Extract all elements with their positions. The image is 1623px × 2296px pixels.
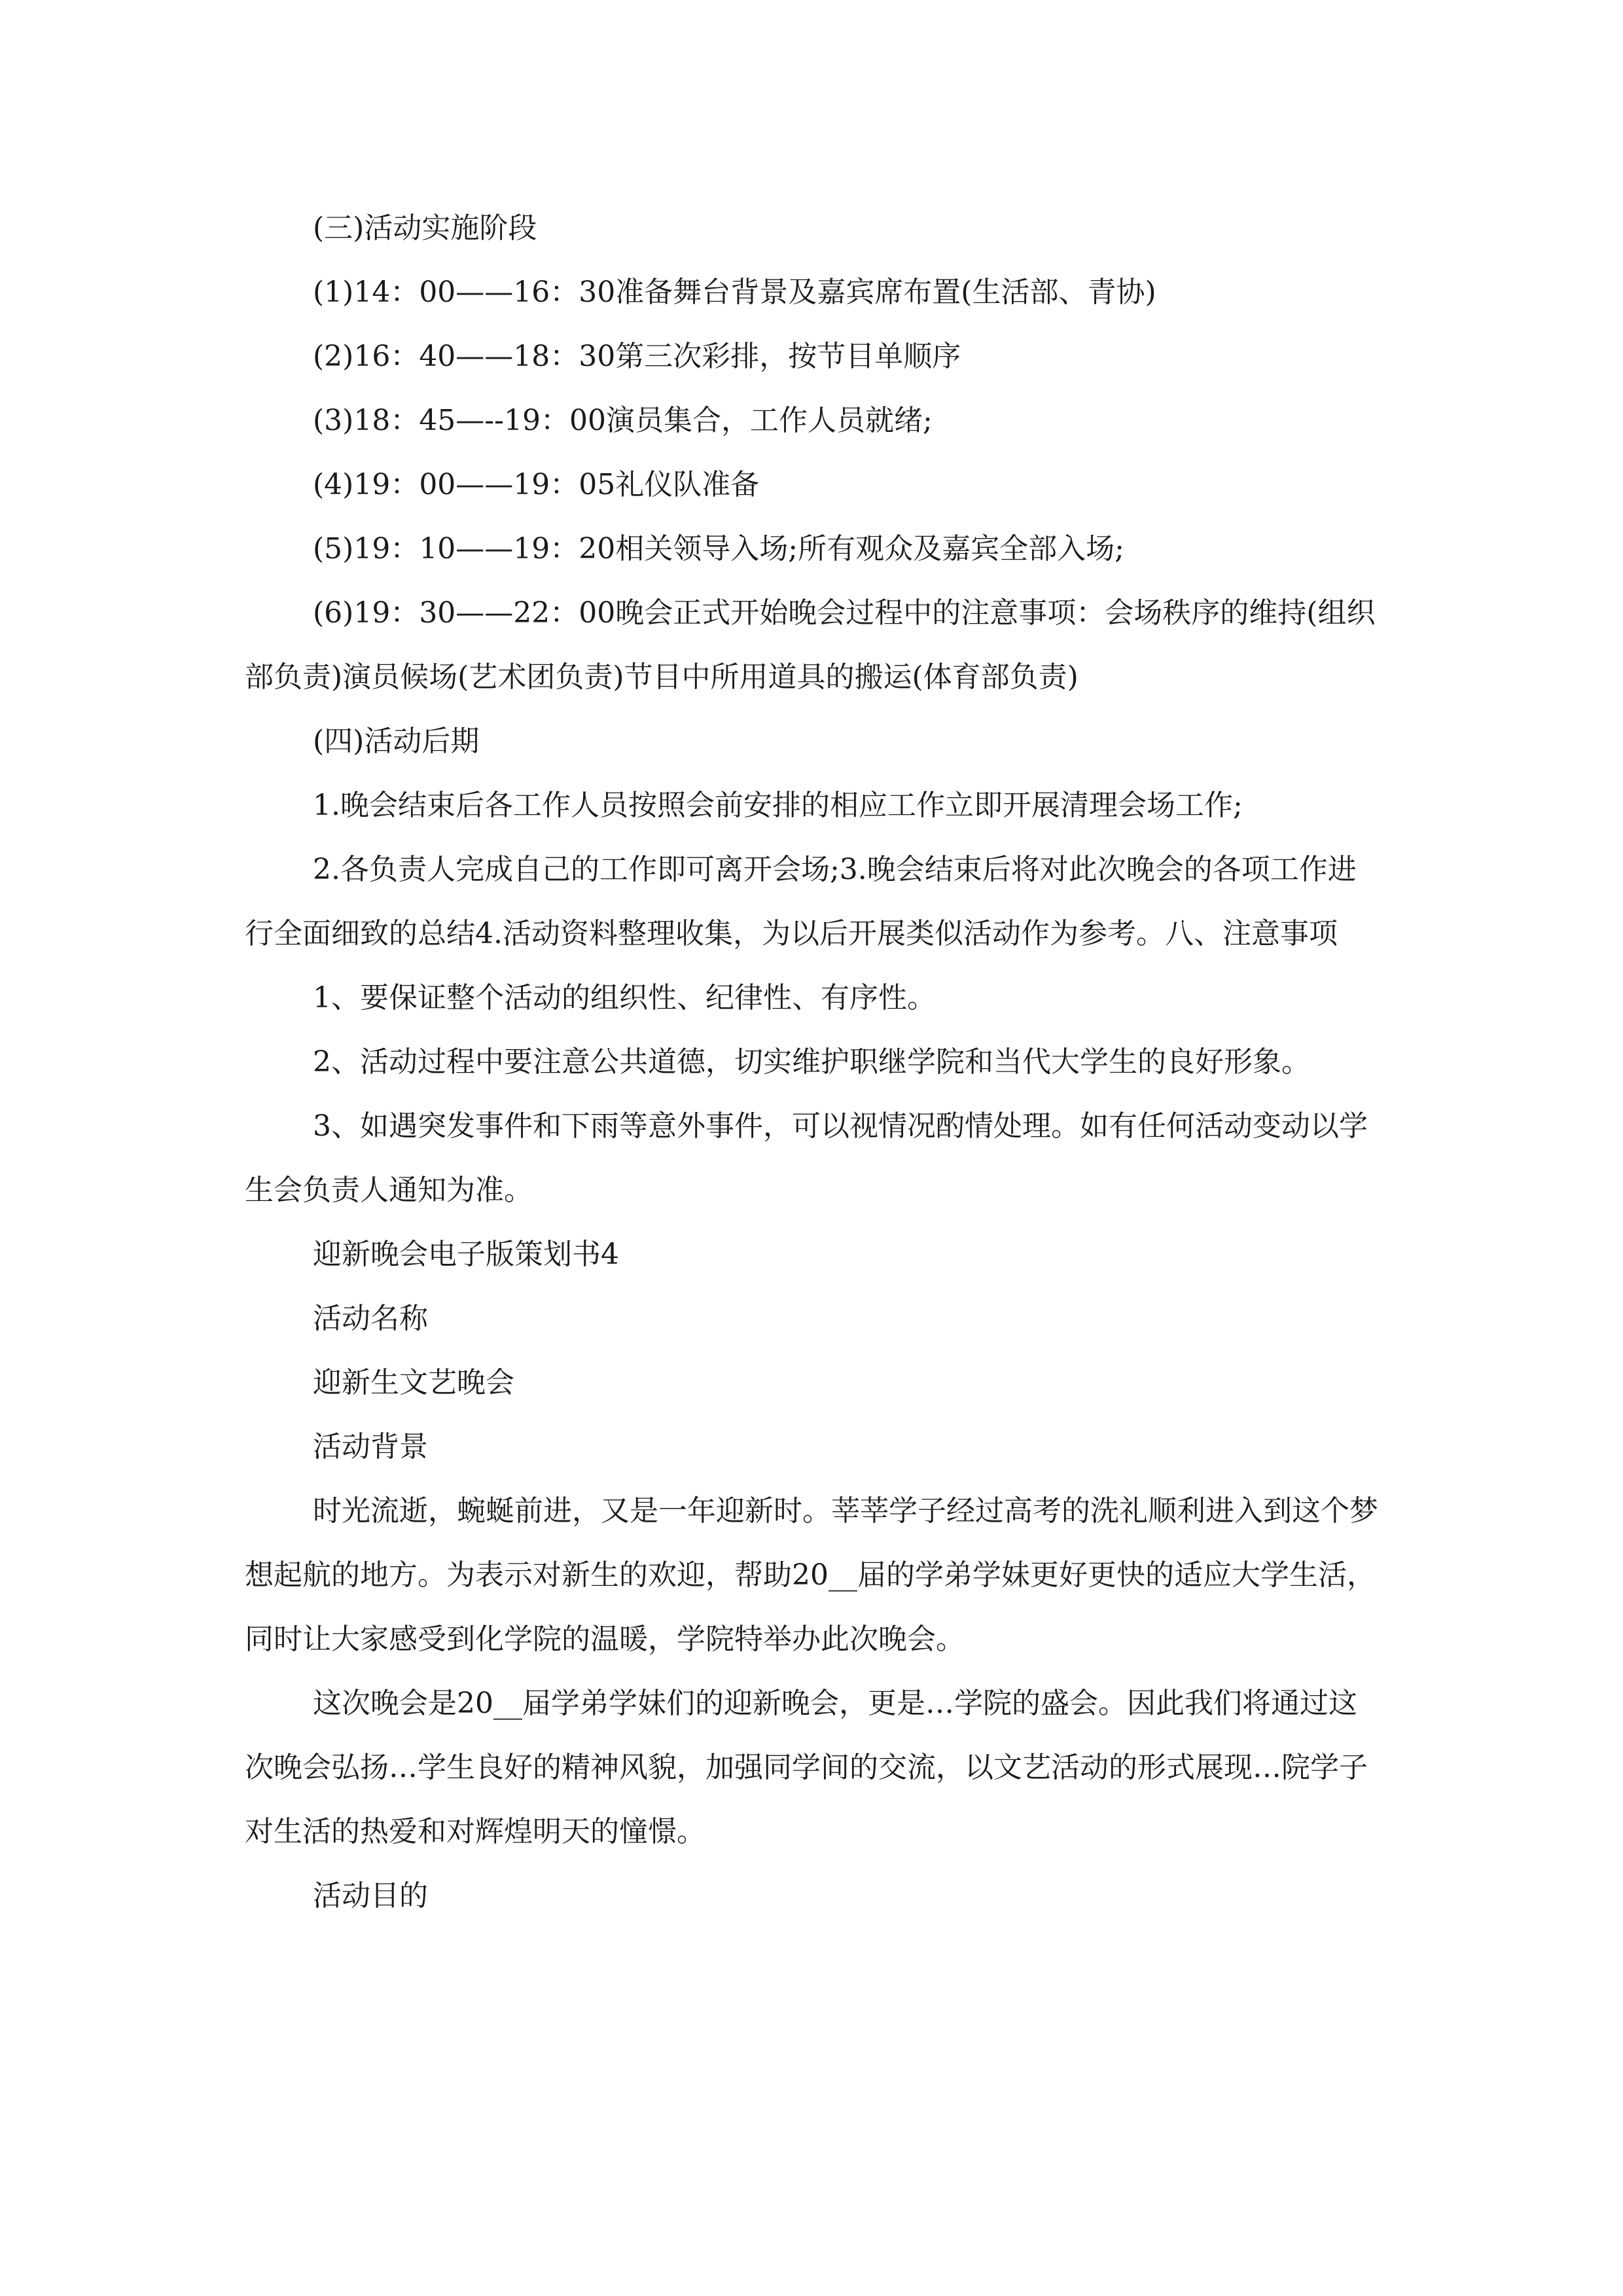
- heading-activity-background: 活动背景: [313, 1430, 428, 1463]
- section-heading-post-event: (四)活动后期: [313, 725, 480, 758]
- plan-title: 迎新晚会电子版策划书4: [313, 1238, 619, 1271]
- notice-item-2: 2、活动过程中要注意公共道德，切实维护职继学院和当代大学生的良好形象。: [313, 1045, 1310, 1079]
- heading-activity-name: 活动名称: [313, 1302, 428, 1335]
- background-paragraph-1: 时光流逝，蜿蜒前进，又是一年迎新时。莘莘学子经过高考的洗礼顺利进入到这个梦想起航的地方。为表示对新生的欢迎，帮助20__届的学弟学妹更好更快的适应大学生活，同时让大家感受到化学院的温暖，学院特举办此次晚会。: [245, 1494, 1378, 1656]
- heading-activity-purpose: 活动目的: [313, 1879, 428, 1912]
- section-heading-implementation: (三)活动实施阶段: [313, 211, 537, 245]
- schedule-item-1: (1)14：00——16：30准备舞台背景及嘉宾席布置(生活部、青协): [313, 276, 1156, 309]
- background-paragraph-2: 这次晚会是20__届学弟学妹们的迎新晚会，更是…学院的盛会。因此我们将通过这次晚会弘扬…学生良好的精神风貌，加强同学间的交流，以文艺活动的形式展现…院学子对生活的热爱和对辉煌明天的憧憬。: [245, 1687, 1368, 1848]
- schedule-item-5: (5)19：10——19：20相关领导入场;所有观众及嘉宾全部入场;: [313, 532, 1124, 565]
- notice-item-1: 1、要保证整个活动的组织性、纪律性、有序性。: [313, 981, 936, 1014]
- schedule-item-4: (4)19：00——19：05礼仪队准备: [313, 468, 760, 501]
- post-event-item-1: 1.晚会结束后各工作人员按照会前安排的相应工作立即开展清理会场工作;: [313, 789, 1243, 822]
- document-body: [245, 196, 1381, 1928]
- schedule-item-3: (3)18：45—--19：00演员集合，工作人员就绪;: [313, 404, 933, 437]
- post-event-item-2: 2.各负责人完成自己的工作即可离开会场;3.晚会结束后将对此次晚会的各项工作进行全面细致的总结4.活动资料整理收集，为以后开展类似活动作为参考。八、注意事项: [245, 853, 1357, 950]
- schedule-item-2: (2)16：40——18：30第三次彩排，按节目单顺序: [313, 340, 961, 373]
- notice-item-3: 3、如遇突发事件和下雨等意外事件，可以视情况酌情处理。如有任何活动变动以学生会负责人通知为准。: [245, 1109, 1368, 1207]
- schedule-item-6: (6)19：30——22：00晚会正式开始晚会过程中的注意事项：会场秩序的维持(组织部负责)演员候场(艺术团负责)节目中所用道具的搬运(体育部负责): [245, 596, 1376, 694]
- activity-name-value: 迎新生文艺晚会: [313, 1366, 514, 1399]
